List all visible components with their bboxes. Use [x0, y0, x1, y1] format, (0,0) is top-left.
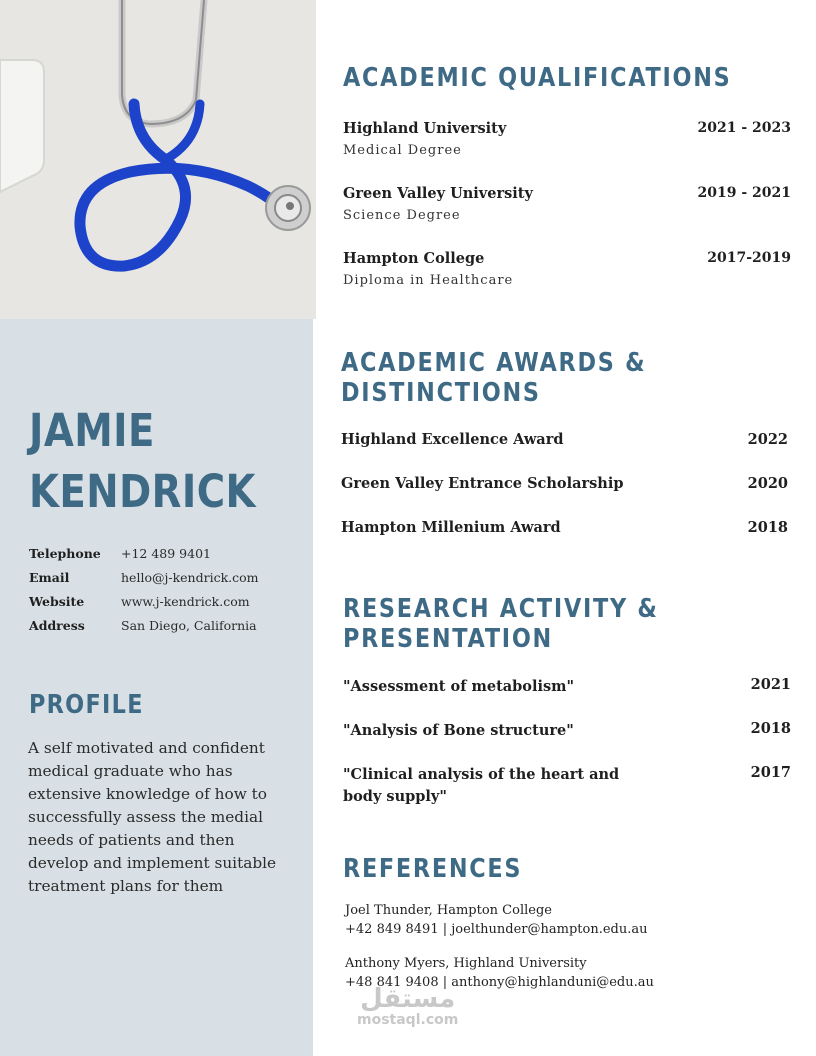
school-name: Hampton College [343, 250, 485, 267]
references-heading: REFERENCES [343, 854, 523, 884]
contact-row [29, 590, 259, 614]
contact-row [29, 614, 259, 638]
watermark [357, 985, 458, 1027]
awards-heading-line: ACADEMIC AWARDS & [341, 348, 647, 378]
research-heading-line: RESEARCH ACTIVITY & [343, 594, 659, 624]
profile-text: A self motivated and confident medical graduate who has extensive knowledge of how to successfully assess the medial needs of patients and then develop and implement suitable treatment plans for them [28, 739, 277, 895]
contact-row [29, 542, 259, 566]
email-value[interactable]: hello@j-kendrick.com [121, 570, 259, 585]
school-name: Green Valley University [343, 185, 533, 202]
research-year: 2018 [750, 720, 791, 737]
research-title: "Analysis of Bone structure" [343, 722, 574, 739]
qualification-years: 2017-2019 [707, 250, 791, 266]
qualification-years: 2019 - 2021 [697, 185, 791, 201]
candidate-name [29, 400, 256, 522]
research-heading [343, 594, 659, 654]
degree-name: Medical Degree [343, 143, 462, 158]
degree-name: Diploma in Healthcare [343, 273, 514, 288]
award-year: 2018 [747, 519, 788, 536]
award-name: Highland Excellence Award [341, 431, 564, 448]
research-year: 2021 [750, 676, 791, 693]
contact-label: Email [29, 570, 70, 585]
degree-name: Science Degree [343, 208, 461, 223]
reference-contact: +48 841 9408 | anthony@highlanduni@edu.au [345, 975, 654, 990]
watermark-arabic: مستقل [360, 984, 456, 1014]
contact-row [29, 566, 259, 590]
first-name: JAMIE [29, 404, 155, 457]
award-name: Green Valley Entrance Scholarship [341, 475, 624, 492]
reference-name: Anthony Myers, Highland University [345, 956, 587, 971]
school-name: Highland University [343, 120, 507, 137]
research-year: 2017 [750, 764, 791, 781]
reference-contact: +42 849 8491 | joelthunder@hampton.edu.au [345, 922, 648, 937]
award-name: Hampton Millenium Award [341, 519, 561, 536]
watermark-latin: mostaql.com [357, 1012, 459, 1028]
award-year: 2022 [747, 431, 788, 448]
reference-name: Joel Thunder, Hampton College [345, 903, 552, 918]
contact-label: Telephone [29, 546, 101, 561]
awards-heading [341, 348, 646, 408]
website-value[interactable]: www.j-kendrick.com [121, 594, 250, 609]
telephone-value: +12 489 9401 [121, 546, 211, 561]
address-value: San Diego, California [121, 618, 257, 633]
last-name: KENDRICK [29, 465, 256, 518]
profile-heading: PROFILE [29, 690, 144, 720]
contact-label: Address [29, 618, 85, 633]
research-title: "Assessment of metabolism" [343, 678, 575, 695]
research-heading-line: PRESENTATION [343, 624, 554, 654]
contact-label: Website [29, 594, 85, 609]
qualifications-heading: ACADEMIC QUALIFICATIONS [343, 63, 732, 93]
stethoscope-photo [0, 0, 316, 319]
contact-list [29, 542, 259, 638]
awards-heading-line: DISTINCTIONS [341, 378, 541, 408]
award-year: 2020 [747, 475, 788, 492]
reference-item [345, 901, 648, 939]
research-title: "Clinical analysis of the heart and body supply" [343, 766, 620, 805]
qualification-years: 2021 - 2023 [697, 120, 791, 136]
